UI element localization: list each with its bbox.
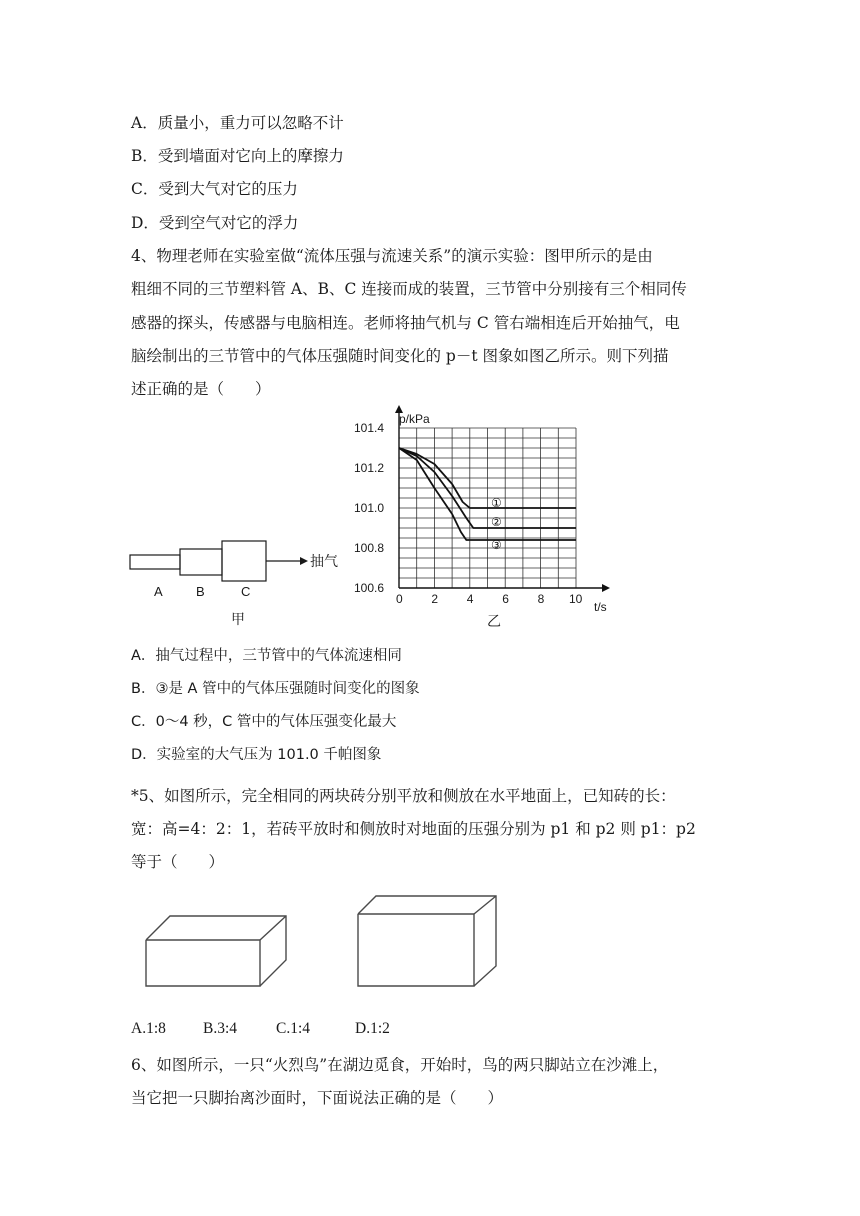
label-c: C xyxy=(241,584,251,599)
tube-a xyxy=(130,555,180,569)
y-tick-label: 101.2 xyxy=(354,461,385,475)
q4-option-d: D．实验室的大气压为 101.0 千帕图象 xyxy=(131,747,382,763)
q5-stem-line-2: 宽：高=4：2：1，若砖平放时和侧放时对地面的压强分别为 p1 和 p2 则 p1：p2 xyxy=(131,820,696,838)
x-axis-label: t/s xyxy=(594,600,607,614)
q5-stem-line-3: 等于（ ） xyxy=(131,853,225,871)
q5-option-b: B.3:4 xyxy=(203,1020,238,1037)
x-axis-arrow xyxy=(602,584,610,592)
y-tick-label: 100.6 xyxy=(354,581,385,595)
q4-option-b: B．③是 A 管中的气体压强随时间变化的图象 xyxy=(131,681,420,697)
y-axis-label: p/kPa xyxy=(399,412,430,426)
q4-stem-line-3: 感器的探头，传感器与电脑相连。老师将抽气机与 C 管右端相连后开始抽气，电 xyxy=(131,314,680,332)
series-label: ③ xyxy=(491,538,502,552)
figure-jia-caption: 甲 xyxy=(231,611,245,627)
series-label: ① xyxy=(491,496,502,510)
x-tick-label: 0 xyxy=(396,592,403,606)
x-tick-label: 8 xyxy=(537,592,545,606)
q4-stem-line-2: 粗细不同的三节塑料管 A、B、C 连接而成的装置，三节管中分别接有三个相同传 xyxy=(131,280,687,298)
q4-option-a: A．抽气过程中，三节管中的气体流速相同 xyxy=(131,648,402,664)
q6-stem-line-2: 当它把一只脚抬离沙面时，下面说法正确的是（ ） xyxy=(131,1089,504,1107)
suction-arrow-head xyxy=(300,557,308,565)
chart-axes xyxy=(395,405,610,592)
y-tick-label: 100.8 xyxy=(354,541,385,555)
q4-stem-line-4: 脑绘制出的三节管中的气体压强随时间变化的 p－t 图象如图乙所示。则下列描 xyxy=(131,347,669,365)
x-tick-label: 10 xyxy=(569,592,583,606)
q3-option-a: A．质量小，重力可以忽略不计 xyxy=(131,114,344,132)
q5-option-d: D.1:2 xyxy=(355,1020,390,1037)
x-tick-label: 2 xyxy=(431,592,439,606)
pressure-time-chart xyxy=(352,405,622,635)
tube-b xyxy=(180,549,222,575)
q3-option-b: B．受到墙面对它向上的摩擦力 xyxy=(131,147,344,165)
label-a: A xyxy=(154,584,163,599)
tube-apparatus-figure xyxy=(128,535,353,635)
flat-brick xyxy=(146,916,286,986)
q4-stem-line-5: 述正确的是（ ） xyxy=(131,380,271,398)
bricks-figure xyxy=(140,888,510,993)
tube-c xyxy=(222,541,266,581)
q3-option-c: C．受到大气对它的压力 xyxy=(131,180,298,198)
q5-stem-line-1: *5、如图所示，完全相同的两块砖分别平放和侧放在水平地面上，已知砖的长： xyxy=(131,787,676,805)
side-brick xyxy=(358,896,496,986)
q3-option-d: D．受到空气对它的浮力 xyxy=(131,214,299,232)
y-tick-label: 101.0 xyxy=(354,501,385,515)
q4-stem-line-1: 4、物理老师在实验室做“流体压强与流速关系”的演示实验：图甲所示的是由 xyxy=(131,247,653,265)
x-tick-label: 4 xyxy=(466,592,474,606)
q5-option-a: A.1:8 xyxy=(131,1020,166,1037)
series-label: ② xyxy=(491,515,502,529)
x-tick-label: 6 xyxy=(502,592,509,606)
q4-option-c: C．0～4 秒，C 管中的气体压强变化最大 xyxy=(131,714,397,730)
figure-yi-caption: 乙 xyxy=(487,613,501,629)
label-b: B xyxy=(196,584,205,599)
suction-label: 抽气 xyxy=(310,553,338,569)
q5-option-c: C.1:4 xyxy=(276,1020,311,1037)
y-tick-label: 101.4 xyxy=(354,421,385,435)
q6-stem-line-1: 6、如图所示，一只“火烈鸟”在湖边觅食，开始时，鸟的两只脚站立在沙滩上， xyxy=(131,1056,669,1074)
